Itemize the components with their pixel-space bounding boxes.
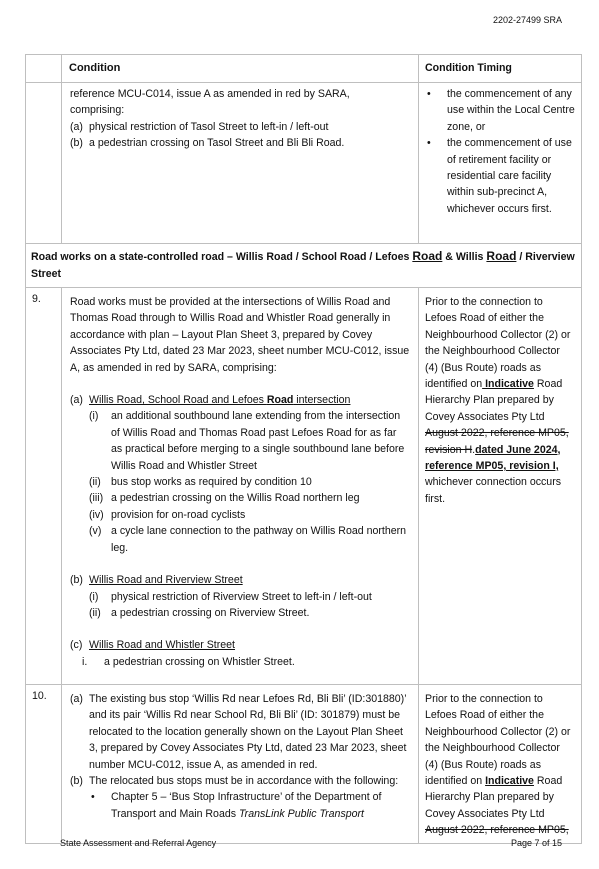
condition-number: 10. (26, 685, 62, 844)
condition-cell (62, 685, 419, 844)
condition-text: reference MCU-C014, issue A as amended in red by SARA, (70, 88, 350, 100)
table-row (26, 288, 582, 685)
sub-list-item: (ii) a pedestrian crossing on Riverview Street. (89, 606, 310, 619)
page-number: Page 7 of 15 (510, 838, 562, 848)
sub-list-item: (ii) bus stop works as required by condition 10 (89, 476, 312, 489)
table-row (26, 685, 582, 844)
requirements-list (70, 789, 410, 822)
timing-list (425, 86, 575, 217)
sub-list-item: (i) an additional southbound lane extending from the intersection of Willis Road and Thomas Road past Lefoes Road for as far as practical before merging to a single southbound lane before Willis Road and Whistler Street (89, 410, 405, 472)
condition-cell (62, 288, 419, 685)
footer-agency: State Assessment and Referral Agency (60, 838, 217, 848)
sub-list-item: i. a pedestrian crossing on Whistler Street. (82, 655, 295, 668)
document-reference: 2202-27499 SRA (492, 15, 562, 25)
sub-list-item: (v) a cycle lane connection to the pathway on Willis Road northern leg. (89, 525, 407, 554)
list-item: (b) The relocated bus stops must be in accordance with the following: (70, 775, 399, 788)
list-item: (a) The existing bus stop ‘Willis Rd near Lefoes Rd, Bli Bli’ (ID:301880)’ and its pair ‘Willis Rd near School Rd, Bli Bli’ (ID: 301879) must be relocated to the location generally shown on the Layout Plan Sheet 3, prepared by Covey Associates Pty Ltd, dated 23 Mar 2023, sheet number MCU-C012, issue A, as amended in red. (70, 693, 407, 771)
sub-list-item: (iv) provision for on-road cyclists (89, 508, 246, 521)
list-item: (c) Willis Road and Whistler Street (70, 639, 236, 652)
table-header-row (26, 55, 582, 83)
conditions-table (25, 54, 582, 844)
condition-number: 9. (26, 288, 62, 685)
sub-list-item: (iii) a pedestrian crossing on the Willis Road northern leg (89, 492, 360, 505)
header-number-cell (26, 55, 62, 83)
list-item: (a) Willis Road, School Road and Lefoes Road intersection (70, 394, 351, 407)
list-item: (b) a pedestrian crossing on Tasol Street and Bli Bli Road. (70, 137, 345, 150)
table-row (26, 83, 582, 244)
list-item: • the commencement of use of retirement facility or residential care facility within sub-precinct A, whichever occurs first. (427, 137, 572, 215)
header-condition: Condition (62, 55, 419, 83)
timing-cell: Prior to the connection to Lefoes Road of either the Neighbourhood Collector (2) or the Neighbourhood Collector (4) (Bus Route) roads as identified on Indicative Road Hierarchy Plan prepared by Covey Associates Pty Ltd August 2022, reference MP05, (419, 685, 582, 844)
list-item: (a) physical restriction of Tasol Street to left-in / left-out (70, 120, 329, 133)
condition-text: Road works must be provided at the intersections of Willis Road and Thomas Road through to Willis Road and Whistler Road generally in accordance with plan – Layout Plan Sheet 3, prepared by Covey Associates Pty Ltd, dated 23 Mar 2023, sheet number MCU-C012, issue A, as amended in red by SARA, comprising: (70, 296, 410, 374)
page-footer (60, 835, 562, 851)
timing-cell: Prior to the connection to Lefoes Road of either the Neighbourhood Collector (2) or the Neighbourhood Collector (4) (Bus Route) roads as identified on Indicative Road Hierarchy Plan prepared by Covey Associates Pty Ltd August 2022, reference MP05, revision H.dated June 2024, reference MP05, revision I, whichever connection occurs first. (419, 288, 582, 685)
list-item: (b) Willis Road and Riverview Street (70, 574, 243, 587)
condition-cell (62, 83, 419, 244)
section-heading-row (26, 244, 582, 288)
list-item: • Chapter 5 – ‘Bus Stop Infrastructure’ of the Department of Transport and Main Roads TransLink Public Transport (91, 791, 382, 820)
section-heading: Road works on a state-controlled road – Willis Road / School Road / Lefoes Road & Willis Road / Riverview Street (26, 244, 582, 288)
row-number-cell (26, 83, 62, 244)
header-condition-timing: Condition Timing (419, 55, 582, 83)
timing-cell (419, 83, 582, 244)
sub-list-item: (i) physical restriction of Riverview Street to left-in / left-out (89, 590, 372, 603)
condition-text: comprising: (70, 104, 125, 117)
list-item: • the commencement of any use within the Local Centre zone, or (427, 88, 575, 133)
